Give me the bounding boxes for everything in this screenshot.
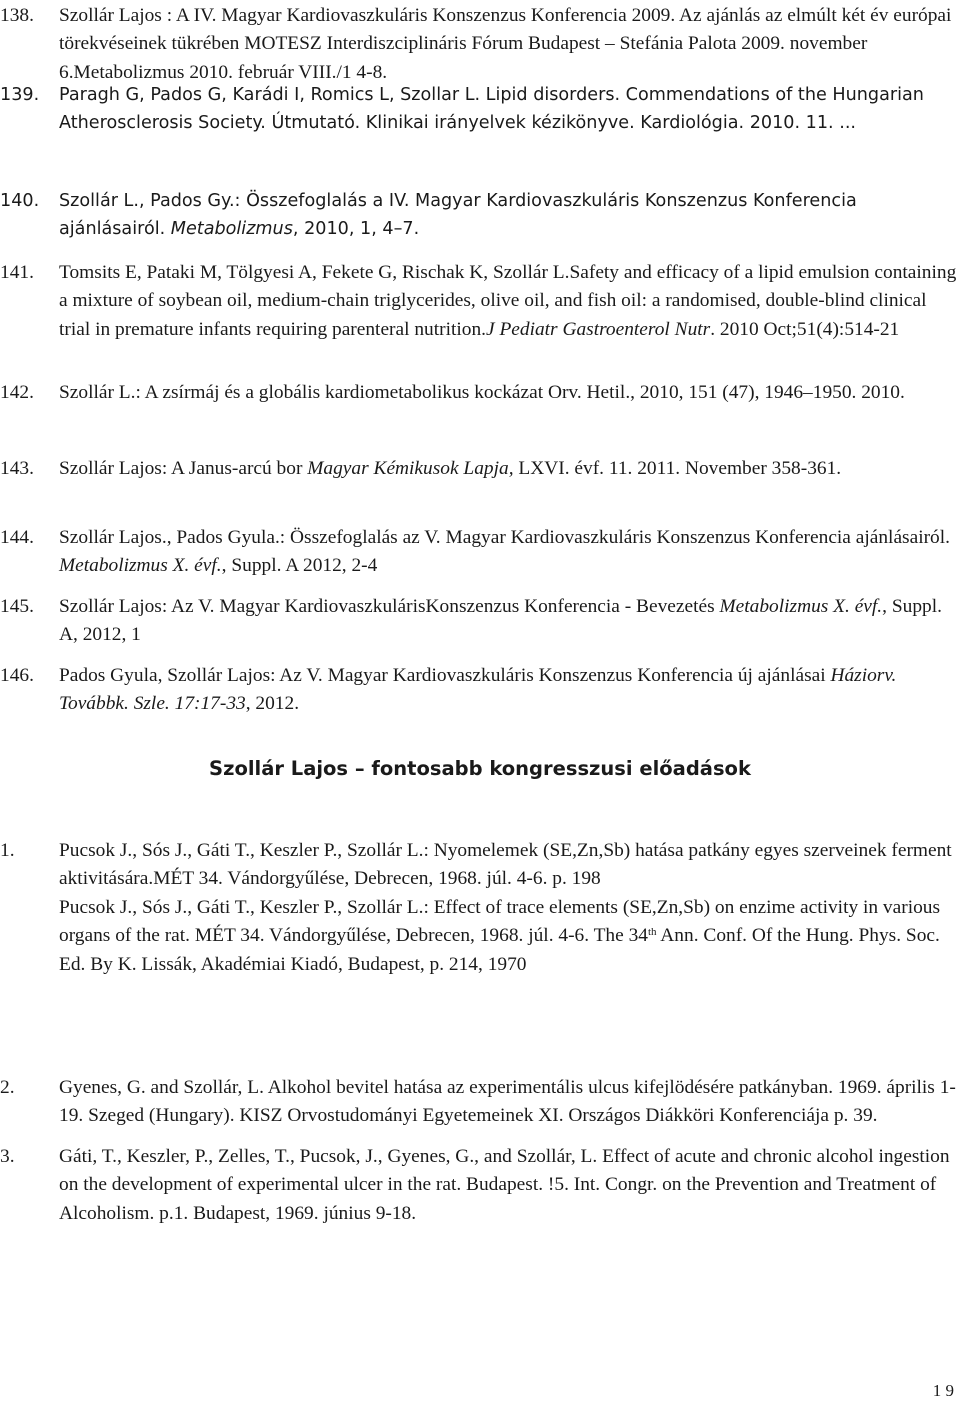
talk-paragraph — [59, 1074, 959, 1131]
entry-text: LXVI. évf. 11. 2011. November 358-361. — [513, 458, 842, 479]
talk-item — [0, 1143, 959, 1228]
entry-text: Pucsok J., Sós J., Gáti T., Keszler P., Szollár L.: Effect of trace elements (SE,Zn,Sb) on enzime activity in various organs of the rat. MÉT 34. Vándorgyűlése, Debrecen, 1968. júl. 4-6. The 34 — [59, 896, 941, 947]
reference-number: 145. — [0, 596, 34, 617]
entry-text: Szollár Lajos: Az V. Magyar KardiovaszkulárisKonszenzus Konferencia - Bevezetés — [59, 596, 720, 617]
entry-text: Szollár L.: A zsírmáj és a globális kardiometabolikus kockázat Orv. Hetil., 2010, 151 (47), 1946–1950. 2010. — [59, 382, 905, 403]
reference-text — [59, 259, 959, 344]
reference-number: 142. — [0, 382, 34, 403]
talk-item — [0, 837, 959, 979]
entry-text: , Suppl. A, 2012, 1 — [59, 596, 942, 646]
entry-text: Pados Gyula, Szollár Lajos: Az V. Magyar Kardiovaszkuláris Konszenzus Konferencia új ajánlásai — [59, 665, 831, 686]
entry-italic-text: Metabolizmus X. évf. — [719, 596, 883, 617]
talk-number: 3. — [0, 1146, 15, 1167]
talk-item — [0, 1074, 959, 1131]
talk-paragraph — [59, 894, 959, 979]
entry-text: Szollár Lajos: A Janus-arcú bor — [59, 458, 308, 479]
entry-text: . 2010 Oct;51(4):514-21 — [710, 318, 900, 340]
entry-text: Gyenes, G. and Szollár, L. Alkohol bevitel hatása az experimentális ulcus kifejlödésére patkányban. 1969. április 1-19. Szeged (Hungary). KISZ Orvostudományi Egyetemeinek XI. Országos Diákköri Konferenciája p. 39. — [59, 1077, 956, 1127]
entry-superscript: th — [647, 926, 657, 939]
talk-paragraph — [59, 1143, 959, 1228]
entry-text: Gáti, T., Keszler, P., Zelles, T., Pucsok, J., Gyenes, G., and Szollár, L. Effect of acute and chronic alcohol ingestion on the development of experimental ulcer in the rat. Budapest. !5. Int. Congr. on the Prevention and Treatment of Alcoholism. p.1. Budapest, 1969. június 9-18. — [59, 1146, 950, 1224]
reference-text — [59, 524, 959, 581]
entry-text: Szollár L., Pados Gy.: Összefoglalás a IV. Magyar Kardiovaszkuláris Konszenzus Konferencia ajánlásairól. — [59, 191, 857, 240]
reference-item — [0, 379, 959, 407]
entry-text: Pucsok J., Sós J., Gáti T., Keszler P., Szollár L.: Nyomelemek (SE,Zn,Sb) hatása patkány egyes szerveinek ferment aktivitására.MÉT 34. Vándorgyűlése, Debrecen, 1968. júl. 4-6. p. 198 — [59, 840, 952, 890]
reference-text — [59, 379, 959, 407]
reference-item — [0, 81, 959, 138]
reference-text — [59, 662, 959, 719]
entry-italic-text: J Pediatr Gastroenterol Nutr — [485, 318, 711, 340]
reference-number: 146. — [0, 665, 34, 686]
reference-item — [0, 2, 959, 87]
reference-number: 141. — [0, 262, 34, 283]
reference-item — [0, 593, 959, 650]
entry-text: , Suppl. A 2012, 2-4 — [221, 555, 378, 577]
section-heading: Szollár Lajos – fontosabb kongresszusi előadások — [209, 757, 751, 780]
reference-text — [59, 455, 959, 483]
reference-text — [59, 2, 959, 87]
reference-number: 140. — [0, 191, 40, 211]
reference-item — [0, 662, 959, 719]
reference-item — [0, 259, 959, 344]
reference-item — [0, 524, 959, 581]
entry-italic-text: Metabolizmus — [170, 219, 293, 240]
talk-paragraph — [59, 837, 959, 894]
reference-text — [59, 187, 959, 244]
reference-number: 144. — [0, 527, 34, 548]
reference-item — [0, 187, 959, 244]
entry-text: Szollár Lajos : A IV. Magyar Kardiovaszkuláris Konszenzus Konferencia 2009. Az ajánlás az elmúlt két év európai törekvéseinek tükrében MOTESZ Interdiszciplináris Fórum Budapest – Stefánia Palota 2009. november 6.Metabolizmus 2010. február VIII./1 4-8. — [59, 5, 952, 83]
reference-text — [59, 81, 959, 138]
entry-text: , 2012. — [245, 693, 300, 715]
entry-text: , 2010, 1, 4–7. — [292, 219, 420, 240]
reference-number: 139. — [0, 85, 40, 105]
entry-italic-text: Magyar Kémikusok Lapja, — [307, 458, 514, 479]
entry-italic-text: Háziorv. Továbbk. Szle. 17:17-33 — [59, 665, 897, 715]
entry-text: Szollár Lajos., Pados Gyula.: Összefoglalás az V. Magyar Kardiovaszkuláris Konszenzus Konferencia ajánlásairól. — [59, 527, 950, 548]
entry-text: Ann. Conf. Of the Hung. Phys. Soc. Ed. By K. Lissák, Akadémiai Kiadó, Budapest, p. 214, 1970 — [59, 925, 940, 975]
page-number: 1 9 — [932, 1381, 954, 1400]
reference-item — [0, 455, 959, 483]
entry-italic-text: Metabolizmus X. évf. — [59, 555, 222, 577]
talk-number: 2. — [0, 1077, 15, 1098]
entry-text: Paragh G, Pados G, Karádi I, Romics L, Szollar L. Lipid disorders. Commendations of the Hungarian Atherosclerosis Society. Útmutató. Klinikai irányelvek kézikönyve. Kardiológia. 2010. 11. ... — [59, 85, 924, 134]
reference-text — [59, 593, 959, 650]
reference-number: 138. — [0, 5, 34, 26]
reference-number: 143. — [0, 458, 34, 479]
talk-number: 1. — [0, 840, 15, 861]
entry-text: Tomsits E, Pataki M, Tölgyesi A, Fekete G, Rischak K, Szollár L.Safety and efficacy of a lipid emulsion containing a mixture of soybean oil, medium-chain triglycerides, olive oil, and fish oil: a randomised, double-blind clinical trial in premature infants requiring parenteral nutrition. — [59, 262, 957, 340]
